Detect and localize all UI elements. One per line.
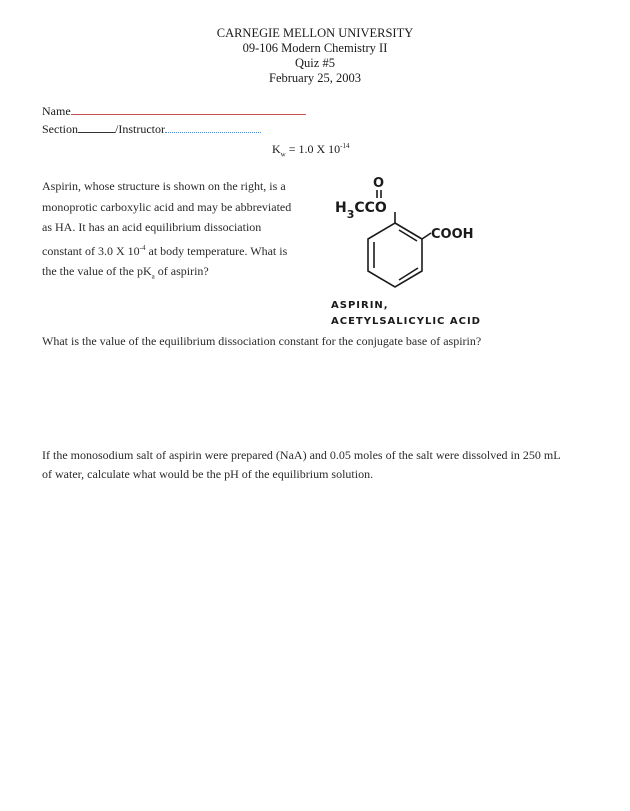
university-title: CARNEGIE MELLON UNIVERSITY: [216, 26, 414, 40]
name-label: Name: [42, 104, 71, 118]
q1-line-1: Aspirin, whose structure is shown on the right, is a: [42, 179, 286, 193]
methyl-group: $H_3CCO$: [335, 200, 387, 221]
question-2: What is the value of the equilibrium dissociation constant for the conjugate base of aspirin?: [42, 334, 482, 348]
q1-line-2: monoprotic carboxylic acid and may be abbreviated: [42, 199, 292, 214]
q1-line-4: constant of 3.0 X $10^{-4}$ at body temperature. What is: [42, 243, 288, 258]
quiz-date: February 25, 2003: [269, 71, 361, 85]
name-blank[interactable]: [71, 113, 306, 115]
q1-line-3: as HA. It has an acid equilibrium dissociation: [42, 220, 262, 234]
q3-line-1: If the monosodium salt of aspirin were prepared (NaA) and 0.05 moles of the salt were dissolved in 250 mL: [42, 448, 561, 462]
q3-line-2: of water, calculate what would be the pH of the equilibrium solution.: [42, 467, 374, 481]
instructor-label: /Instructor: [115, 122, 165, 136]
molecule-caption-2: ACETYLSALICYLIC ACID: [331, 316, 481, 327]
instructor-blank[interactable]: [165, 131, 261, 133]
carbonyl-oxygen: O: [373, 176, 385, 191]
section-blank[interactable]: [78, 131, 115, 133]
quiz-number: Quiz #5: [295, 56, 335, 70]
q1-line-5: the the value of the $pK_a$ of aspirin?: [42, 264, 209, 281]
molecule-caption-1: ASPIRIN,: [331, 300, 389, 311]
section-label: Section: [42, 122, 78, 136]
section-field[interactable]: [42, 122, 261, 137]
course-title: 09-106 Modern Chemistry II: [242, 41, 388, 55]
name-field[interactable]: [42, 104, 306, 119]
question-3: [42, 446, 602, 484]
aspirin-structure: [325, 170, 505, 330]
question-1: [42, 176, 322, 287]
carboxylic-acid-group: COOH: [431, 227, 474, 242]
kw-constant: $K_w = 1.0$ X $10^{-14}$: [272, 142, 350, 159]
benzene-ring: [368, 223, 422, 287]
